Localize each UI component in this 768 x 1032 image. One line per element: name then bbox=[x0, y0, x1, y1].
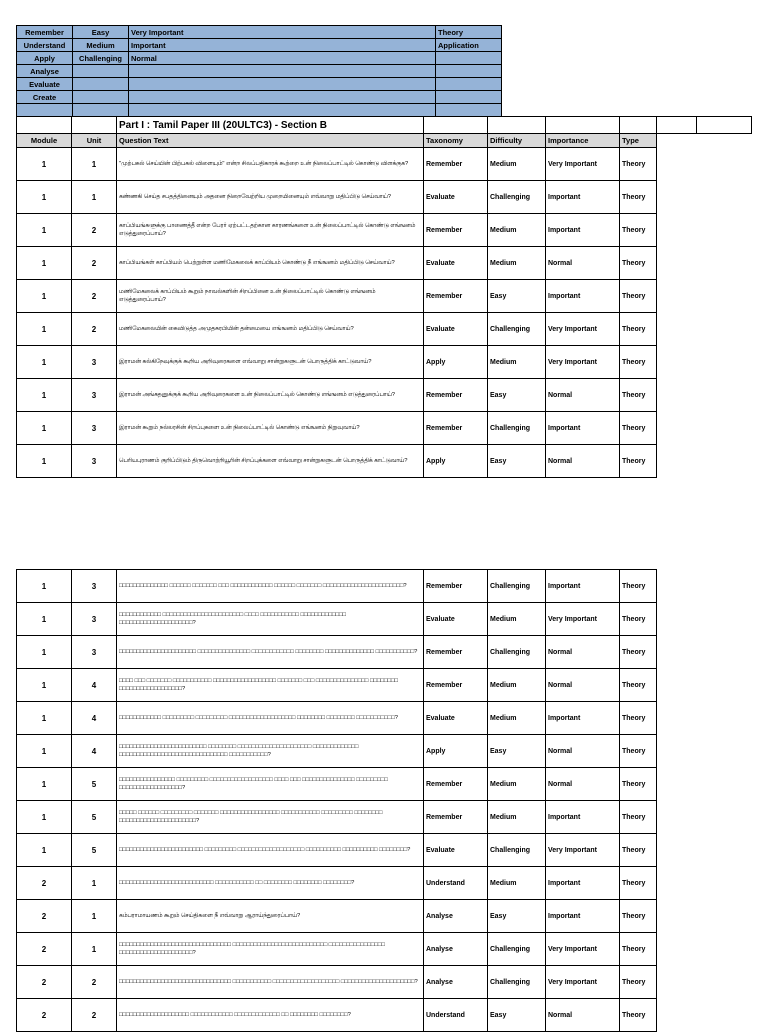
type-cell: Theory bbox=[620, 867, 657, 900]
table-row bbox=[17, 412, 752, 445]
unit-cell: 4 bbox=[72, 735, 117, 768]
unit-cell: 1 bbox=[72, 867, 117, 900]
importance-cell: Important bbox=[546, 280, 620, 313]
importance-cell: Important bbox=[546, 867, 620, 900]
taxonomy-key bbox=[17, 104, 73, 117]
type-cell: Theory bbox=[620, 181, 657, 214]
unit-cell: 3 bbox=[72, 636, 117, 669]
taxonomy-cell: Understand bbox=[424, 867, 488, 900]
importance-cell: Normal bbox=[546, 669, 620, 702]
unit-cell: 3 bbox=[72, 445, 117, 478]
taxonomy-cell: Analyse bbox=[424, 900, 488, 933]
importance-cell: Normal bbox=[546, 768, 620, 801]
difficulty-cell: Challenging bbox=[488, 636, 546, 669]
question-text: □□□□ □□□ □□□□□□□ □□□□□□□□□□□ □□□□□□□□□□□□□□□□□□ □□□□□□□ □□□ □□□□□□□□□□□□□□□ □□□□□□□□ □□□□□□□□□□□□□□□□□□? bbox=[117, 669, 424, 702]
table-row bbox=[17, 900, 657, 933]
type-cell: Theory bbox=[620, 346, 657, 379]
table-row bbox=[17, 999, 657, 1032]
module-cell: 1 bbox=[17, 735, 72, 768]
legend-table bbox=[16, 25, 502, 117]
taxonomy-key: Create bbox=[17, 91, 73, 104]
type-cell: Theory bbox=[620, 412, 657, 445]
importance-cell: Normal bbox=[546, 999, 620, 1032]
question-text: □□□□□□□□□□□□□□□□ □□□□□□□□□ □□□□□□□□□□□□□□□□□□ □□□□ □□□ □□□□□□□□□□□□□□□ □□□□□□□□□ □□□□□□□□□□□□□□□□□□? bbox=[117, 768, 424, 801]
type-key bbox=[436, 52, 502, 65]
question-text: இராமன் கல்கிநேவுக்குக் கூறிய அறிவுரைகளை எவ்வாறு சான்றுகளுடன் பொருத்திக் காட்டுவாய்? bbox=[117, 346, 424, 379]
importance-key: Very Important bbox=[129, 26, 436, 39]
difficulty-cell: Easy bbox=[488, 379, 546, 412]
type-cell: Theory bbox=[620, 280, 657, 313]
taxonomy-cell: Evaluate bbox=[424, 181, 488, 214]
difficulty-cell: Medium bbox=[488, 214, 546, 247]
unit-cell: 1 bbox=[72, 181, 117, 214]
header-difficulty: Difficulty bbox=[488, 134, 546, 148]
module-cell: 1 bbox=[17, 445, 72, 478]
importance-cell: Important bbox=[546, 570, 620, 603]
module-cell: 1 bbox=[17, 412, 72, 445]
taxonomy-cell: Analyse bbox=[424, 966, 488, 999]
difficulty-cell: Medium bbox=[488, 247, 546, 280]
unit-cell: 2 bbox=[72, 247, 117, 280]
type-cell: Theory bbox=[620, 148, 657, 181]
unit-cell: 3 bbox=[72, 412, 117, 445]
title-row bbox=[17, 117, 752, 134]
question-text: இராமன் அங்கதனுக்குக் கூறிய அறிவுரைகளை உன் நிலைப்பாட்டில் கொண்டு எங்ஙனம் எடுத்துரைப்பாய்? bbox=[117, 379, 424, 412]
table-row bbox=[17, 570, 657, 603]
module-cell: 1 bbox=[17, 801, 72, 834]
header-importance: Importance bbox=[546, 134, 620, 148]
table-row bbox=[17, 768, 657, 801]
table-row bbox=[17, 379, 752, 412]
module-cell: 1 bbox=[17, 570, 72, 603]
difficulty-cell: Medium bbox=[488, 346, 546, 379]
question-text: □□□□□□□□□□□□ □□□□□□□□□□□□□□□□□□□□□□□ □□□□ □□□□□□□□□□□ □□□□□□□□□□□□□ □□□□□□□□□□□□□□□□□□□□□? bbox=[117, 603, 424, 636]
question-text: □□□□□□□□□□□□□□□□□□□□□□□□□□□ □□□□□□□□□□□ □□ □□□□□□□□ □□□□□□□□ □□□□□□□□? bbox=[117, 867, 424, 900]
importance-cell: Normal bbox=[546, 636, 620, 669]
table-row bbox=[17, 603, 657, 636]
module-cell: 1 bbox=[17, 181, 72, 214]
question-text: □□□□□□□□□□□□ □□□□□□□□□ □□□□□□□□□ □□□□□□□□□□□□□□□□□□□ □□□□□□□□ □□□□□□□□ □□□□□□□□□□□? bbox=[117, 702, 424, 735]
header-module: Module bbox=[17, 134, 72, 148]
header-unit: Unit bbox=[72, 134, 117, 148]
taxonomy-cell: Remember bbox=[424, 148, 488, 181]
module-cell: 1 bbox=[17, 280, 72, 313]
importance-cell: Normal bbox=[546, 379, 620, 412]
legend-row bbox=[17, 52, 502, 65]
table-row bbox=[17, 867, 657, 900]
type-cell: Theory bbox=[620, 933, 657, 966]
type-cell: Theory bbox=[620, 247, 657, 280]
difficulty-cell: Challenging bbox=[488, 834, 546, 867]
difficulty-cell: Easy bbox=[488, 900, 546, 933]
importance-cell: Normal bbox=[546, 445, 620, 478]
difficulty-key bbox=[73, 65, 129, 78]
table-row bbox=[17, 966, 657, 999]
question-text: இராமன் கூறும் நல்லரசின் சிறப்புகளை உன் நிலைப்பாட்டில் கொண்டு எங்ஙனம் நிறுவுவாய்? bbox=[117, 412, 424, 445]
difficulty-key bbox=[73, 78, 129, 91]
taxonomy-cell: Analyse bbox=[424, 933, 488, 966]
difficulty-cell: Challenging bbox=[488, 412, 546, 445]
table-row bbox=[17, 801, 657, 834]
table-row bbox=[17, 148, 752, 181]
taxonomy-cell: Remember bbox=[424, 570, 488, 603]
difficulty-cell: Easy bbox=[488, 280, 546, 313]
header-type: Type bbox=[620, 134, 657, 148]
type-key bbox=[436, 65, 502, 78]
importance-cell: Important bbox=[546, 801, 620, 834]
type-cell: Theory bbox=[620, 445, 657, 478]
taxonomy-cell: Remember bbox=[424, 214, 488, 247]
question-table-continued bbox=[16, 569, 657, 1032]
module-cell: 1 bbox=[17, 834, 72, 867]
unit-cell: 4 bbox=[72, 669, 117, 702]
type-cell: Theory bbox=[620, 768, 657, 801]
difficulty-cell: Challenging bbox=[488, 181, 546, 214]
difficulty-key bbox=[73, 91, 129, 104]
importance-key: Normal bbox=[129, 52, 436, 65]
difficulty-key: Challenging bbox=[73, 52, 129, 65]
difficulty-cell: Medium bbox=[488, 669, 546, 702]
table-row bbox=[17, 346, 752, 379]
module-cell: 1 bbox=[17, 669, 72, 702]
table-row bbox=[17, 181, 752, 214]
table-row bbox=[17, 702, 657, 735]
module-cell: 1 bbox=[17, 214, 72, 247]
question-table-section-b bbox=[16, 116, 752, 478]
unit-cell: 3 bbox=[72, 570, 117, 603]
type-cell: Theory bbox=[620, 669, 657, 702]
importance-cell: Very Important bbox=[546, 313, 620, 346]
importance-cell: Important bbox=[546, 900, 620, 933]
taxonomy-cell: Evaluate bbox=[424, 834, 488, 867]
unit-cell: 2 bbox=[72, 214, 117, 247]
difficulty-cell: Easy bbox=[488, 735, 546, 768]
type-key: Application bbox=[436, 39, 502, 52]
type-cell: Theory bbox=[620, 966, 657, 999]
type-cell: Theory bbox=[620, 214, 657, 247]
module-cell: 1 bbox=[17, 313, 72, 346]
unit-cell: 4 bbox=[72, 702, 117, 735]
unit-cell: 1 bbox=[72, 900, 117, 933]
header-row bbox=[17, 134, 752, 148]
type-key bbox=[436, 104, 502, 117]
module-cell: 2 bbox=[17, 867, 72, 900]
taxonomy-cell: Evaluate bbox=[424, 702, 488, 735]
unit-cell: 2 bbox=[72, 966, 117, 999]
unit-cell: 5 bbox=[72, 834, 117, 867]
difficulty-key: Medium bbox=[73, 39, 129, 52]
importance-key bbox=[129, 104, 436, 117]
question-text: □□□□□□□□□□□□□□ □□□□□□ □□□□□□□ □□□ □□□□□□□□□□□□ □□□□□□ □□□□□□□ □□□□□□□□□□□□□□□□□□□□□□□? bbox=[117, 570, 424, 603]
module-cell: 1 bbox=[17, 768, 72, 801]
module-cell: 1 bbox=[17, 636, 72, 669]
module-cell: 2 bbox=[17, 966, 72, 999]
table-row bbox=[17, 445, 752, 478]
unit-cell: 1 bbox=[72, 933, 117, 966]
question-text: □□□□□□□□□□□□□□□□□□□□□□□□□□□□□□□□ □□□□□□□□□□□□□□□□□□□□□□□□□□□ □□□□□□□□□□□□□□□□ □□□□□□□□□□□□□□□□□□□□□? bbox=[117, 933, 424, 966]
module-cell: 1 bbox=[17, 148, 72, 181]
importance-cell: Important bbox=[546, 214, 620, 247]
module-cell: 1 bbox=[17, 247, 72, 280]
question-text: கண்ணகி செய்த சபதத்தினையும் அதனை நிறைவேற்றிய முறையினையும் எவ்வாறு மதிப்பிடு செய்வாய்? bbox=[117, 181, 424, 214]
difficulty-key bbox=[73, 104, 129, 117]
unit-cell: 3 bbox=[72, 379, 117, 412]
module-cell: 1 bbox=[17, 379, 72, 412]
difficulty-key: Easy bbox=[73, 26, 129, 39]
type-cell: Theory bbox=[620, 603, 657, 636]
difficulty-cell: Challenging bbox=[488, 313, 546, 346]
taxonomy-key: Understand bbox=[17, 39, 73, 52]
taxonomy-cell: Remember bbox=[424, 280, 488, 313]
unit-cell: 5 bbox=[72, 801, 117, 834]
taxonomy-key: Remember bbox=[17, 26, 73, 39]
module-cell: 1 bbox=[17, 603, 72, 636]
taxonomy-key: Apply bbox=[17, 52, 73, 65]
unit-cell: 1 bbox=[72, 148, 117, 181]
importance-cell: Important bbox=[546, 181, 620, 214]
importance-key bbox=[129, 78, 436, 91]
question-text: மணிமேகலைக் காப்பியம் கூறும் நாவல்களின் சிறப்பினை உன் நிலைப்பாட்டில் கொண்டு எங்ஙனம் எடுத்துரைப்பாய்? bbox=[117, 280, 424, 313]
type-cell: Theory bbox=[620, 636, 657, 669]
question-text: மணிமேகலையின் கைவிடுத்த அமுதசுரபியின் தன்மையை எங்ஙனம் மதிப்பிடு செய்வாய்? bbox=[117, 313, 424, 346]
taxonomy-cell: Remember bbox=[424, 379, 488, 412]
question-text: □□□□□□□□□□□□□□□□□□□□□□ □□□□□□□□□□□□□□□ □□□□□□□□□□□□ □□□□□□□□ □□□□□□□□□□□□□□ □□□□□□□□□□□? bbox=[117, 636, 424, 669]
type-cell: Theory bbox=[620, 735, 657, 768]
question-text: கம்பராமாயணம் கூறும் செய்திகளை நீ எவ்வாறு ஆராய்ந்துரைப்பாய்? bbox=[117, 900, 424, 933]
difficulty-cell: Challenging bbox=[488, 966, 546, 999]
legend-row bbox=[17, 65, 502, 78]
header-taxonomy: Taxonomy bbox=[424, 134, 488, 148]
importance-cell: Normal bbox=[546, 735, 620, 768]
type-cell: Theory bbox=[620, 702, 657, 735]
type-cell: Theory bbox=[620, 834, 657, 867]
legend-row bbox=[17, 104, 502, 117]
difficulty-cell: Easy bbox=[488, 445, 546, 478]
difficulty-cell: Challenging bbox=[488, 933, 546, 966]
table-row bbox=[17, 214, 752, 247]
table-row bbox=[17, 313, 752, 346]
taxonomy-cell: Apply bbox=[424, 735, 488, 768]
taxonomy-cell: Remember bbox=[424, 669, 488, 702]
module-cell: 1 bbox=[17, 702, 72, 735]
table-row bbox=[17, 636, 657, 669]
difficulty-cell: Medium bbox=[488, 867, 546, 900]
taxonomy-cell: Remember bbox=[424, 801, 488, 834]
taxonomy-cell: Remember bbox=[424, 768, 488, 801]
question-text: □□□□□□□□□□□□□□□□□□□□ □□□□□□□□□□□□ □□□□□□□□□□□□□ □□ □□□□□□□□ □□□□□□□□? bbox=[117, 999, 424, 1032]
legend-row bbox=[17, 39, 502, 52]
legend-row bbox=[17, 91, 502, 104]
unit-cell: 2 bbox=[72, 999, 117, 1032]
difficulty-cell: Easy bbox=[488, 999, 546, 1032]
type-cell: Theory bbox=[620, 570, 657, 603]
unit-cell: 2 bbox=[72, 313, 117, 346]
importance-cell: Important bbox=[546, 412, 620, 445]
legend-row bbox=[17, 78, 502, 91]
question-text: "முற்பகல் செய்யின் பிற்பகல் விளையும்" என்ற சிலப்பதிகாரக் கூற்றை உன் நிலைப்பாட்டில் கொண்டு விளக்குக? bbox=[117, 148, 424, 181]
module-cell: 2 bbox=[17, 999, 72, 1032]
section-title: Part I : Tamil Paper III (20ULTC3) - Section B bbox=[117, 117, 424, 134]
question-text: பெரியபுராணம் குறிப்பிடும் திருவொற்றியூரின் சிறப்புக்களை எவ்வாறு சான்றுகளுடன் பொருத்திக் காட்டுவாய்? bbox=[117, 445, 424, 478]
type-cell: Theory bbox=[620, 900, 657, 933]
type-cell: Theory bbox=[620, 999, 657, 1032]
importance-key bbox=[129, 91, 436, 104]
table-row bbox=[17, 247, 752, 280]
importance-cell: Very Important bbox=[546, 603, 620, 636]
importance-cell: Very Important bbox=[546, 966, 620, 999]
importance-cell: Very Important bbox=[546, 933, 620, 966]
type-key: Theory bbox=[436, 26, 502, 39]
legend-row bbox=[17, 26, 502, 39]
module-cell: 2 bbox=[17, 900, 72, 933]
difficulty-cell: Medium bbox=[488, 148, 546, 181]
table-row bbox=[17, 834, 657, 867]
table-row bbox=[17, 933, 657, 966]
table-row bbox=[17, 735, 657, 768]
question-text: காப்பியங்கள் காப்பியம் பெற்றுள்ள மணிமேகலைக் காப்பியம் கொண்டு நீ எங்ஙனம் மதிப்பிடு செய்வாய்? bbox=[117, 247, 424, 280]
unit-cell: 3 bbox=[72, 603, 117, 636]
unit-cell: 3 bbox=[72, 346, 117, 379]
question-text: □□□□□□□□□□□□□□□□□□□□□□□□ □□□□□□□□□ □□□□□□□□□□□□□□□□□□□ □□□□□□□□□□ □□□□□□□□□□ □□□□□□□□? bbox=[117, 834, 424, 867]
importance-cell: Very Important bbox=[546, 834, 620, 867]
importance-cell: Very Important bbox=[546, 346, 620, 379]
question-text: □□□□□□□□□□□□□□□□□□□□□□□□□ □□□□□□□□ □□□□□□□□□□□□□□□□□□□□□ □□□□□□□□□□□□□ □□□□□□□□□□□□□□□□□□□□□□□□□□□□□□□ □□□□□□□□□□□? bbox=[117, 735, 424, 768]
table-row bbox=[17, 280, 752, 313]
taxonomy-cell: Remember bbox=[424, 636, 488, 669]
importance-cell: Very Important bbox=[546, 148, 620, 181]
importance-cell: Important bbox=[546, 702, 620, 735]
taxonomy-key: Analyse bbox=[17, 65, 73, 78]
header-question-text: Question Text bbox=[117, 134, 424, 148]
unit-cell: 5 bbox=[72, 768, 117, 801]
difficulty-cell: Challenging bbox=[488, 570, 546, 603]
taxonomy-cell: Understand bbox=[424, 999, 488, 1032]
question-text: □□□□□ □□□□□□ □□□□□□□□□ □□□□□□□ □□□□□□□□□□□□□□□□□ □□□□□□□□□□□ □□□□□□□□□ □□□□□□□□ □□□□□□□□□□□□□□□□□□□□□□? bbox=[117, 801, 424, 834]
type-key bbox=[436, 91, 502, 104]
difficulty-cell: Medium bbox=[488, 702, 546, 735]
difficulty-cell: Medium bbox=[488, 603, 546, 636]
taxonomy-cell: Remember bbox=[424, 412, 488, 445]
type-key bbox=[436, 78, 502, 91]
importance-key bbox=[129, 65, 436, 78]
type-cell: Theory bbox=[620, 801, 657, 834]
taxonomy-cell: Evaluate bbox=[424, 603, 488, 636]
taxonomy-cell: Evaluate bbox=[424, 247, 488, 280]
unit-cell: 2 bbox=[72, 280, 117, 313]
taxonomy-key: Evaluate bbox=[17, 78, 73, 91]
importance-key: Important bbox=[129, 39, 436, 52]
difficulty-cell: Medium bbox=[488, 801, 546, 834]
taxonomy-cell: Apply bbox=[424, 346, 488, 379]
table-row bbox=[17, 669, 657, 702]
type-cell: Theory bbox=[620, 313, 657, 346]
difficulty-cell: Medium bbox=[488, 768, 546, 801]
taxonomy-cell: Evaluate bbox=[424, 313, 488, 346]
question-text: □□□□□□□□□□□□□□□□□□□□□□□□□□□□□□□□ □□□□□□□□□□□ □□□□□□□□□□□□□□□□□□□ □□□□□□□□□□□□□□□□□□□□□? bbox=[117, 966, 424, 999]
taxonomy-cell: Apply bbox=[424, 445, 488, 478]
importance-cell: Normal bbox=[546, 247, 620, 280]
question-text: காப்பியங்களுக்கு பாணைத்தீ என்ற பேரர் ஏற்பட்டதற்கான காரணங்களை உன் நிலைப்பாட்டில் கொண்டு எங்ஙனம் எடுத்துரைப்பாய்? bbox=[117, 214, 424, 247]
module-cell: 1 bbox=[17, 346, 72, 379]
module-cell: 2 bbox=[17, 933, 72, 966]
type-cell: Theory bbox=[620, 379, 657, 412]
